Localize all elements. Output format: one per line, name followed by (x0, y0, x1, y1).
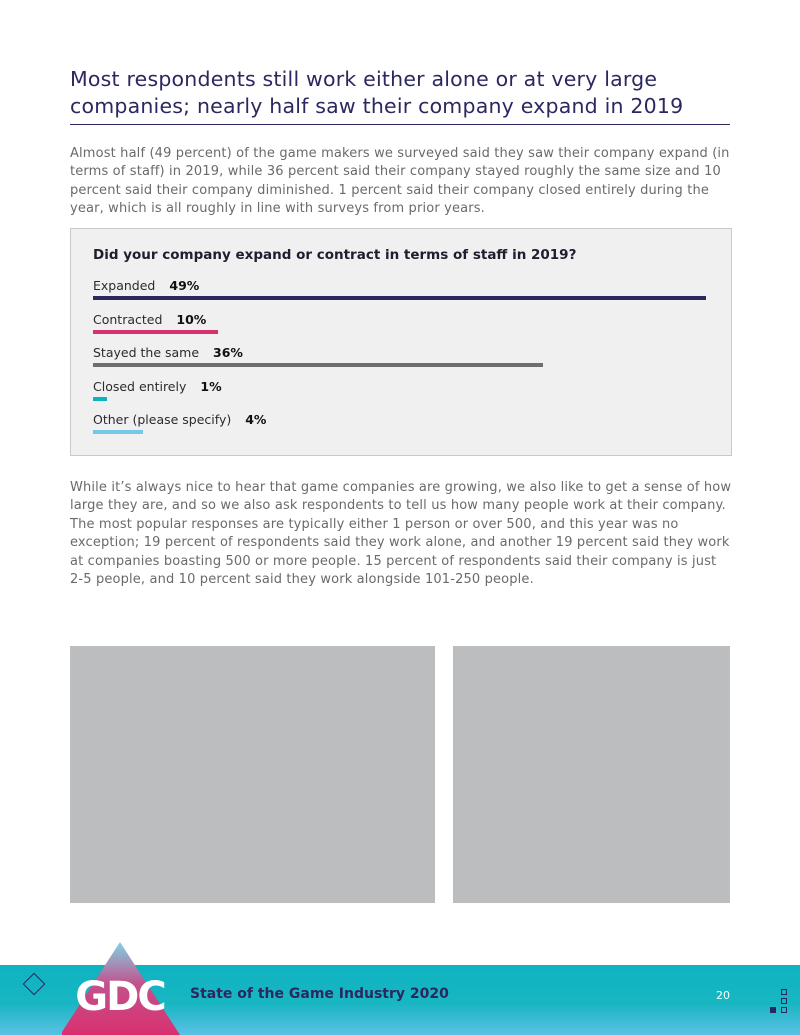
gdc-logo (62, 940, 186, 1035)
bar-mark (93, 296, 706, 300)
intro-paragraph: Almost half (49 percent) of the game makers we surveyed said they saw their company expand (in terms of staff) in 2019, while 36 percent said their company stayed roughly the same size and 10 percent said their company diminished. 1 percent said their company closed entirely during the year, which is all roughly in line with surveys from prior years. (70, 146, 730, 217)
chart-row (93, 411, 713, 441)
page-title-line-1: Most respondents still work either alone or at very large (70, 67, 658, 91)
chart-row (93, 344, 713, 374)
bar-mark (93, 330, 218, 334)
image-placeholder-right (453, 646, 730, 903)
title-divider (70, 124, 730, 125)
page-title (70, 66, 735, 120)
square-filled-icon (770, 1007, 776, 1013)
logo-text: GDC (75, 974, 165, 1020)
chart-row (93, 311, 713, 341)
chart-panel (70, 228, 732, 456)
page-number: 20 (716, 989, 730, 1002)
chart-row (93, 378, 713, 408)
bar-value-label: 36% (213, 345, 243, 360)
publication-title: State of the Game Industry 2020 (190, 986, 449, 1002)
bar-category-label: Stayed the same (93, 345, 200, 360)
image-placeholder-left (70, 646, 435, 903)
square-outline-icon (781, 998, 787, 1004)
bar-mark (93, 397, 107, 401)
chart-title: Did your company expand or contract in terms of staff in 2019? (93, 247, 577, 263)
bar-value-label: 4% (245, 412, 267, 427)
bar-category-label: Other (please specify) (93, 412, 232, 427)
chart-row (93, 277, 713, 307)
bar-category-label: Closed entirely (93, 378, 187, 394)
bar-category-label: Contracted (93, 311, 163, 327)
bar-value-label: 49% (169, 278, 200, 293)
page-title-line-2: companies; nearly half saw their company expand in 2019 (70, 94, 684, 118)
bar-category-label: Expanded (93, 278, 156, 293)
followup-paragraph: While it’s always nice to hear that game companies are growing, we also like to get a sense of how large they are, and so we also ask respondents to tell us how many people work at their company. The most popular responses are typically either 1 person or over 500, and this year was no exception; 19 percent of respondents said they work alone, and another 19 percent said they work at companies boasting 500 or more people. 15 percent of respondents said their company is just 2-5 people, and 10 percent said they work alongside 101-250 people. (70, 480, 732, 588)
square-outline-icon (781, 989, 787, 995)
bar-mark (93, 430, 143, 434)
bar-value-label: 10% (176, 311, 207, 327)
square-outline-icon (781, 1007, 787, 1013)
bar-mark (93, 363, 543, 367)
bar-value-label: 1% (200, 378, 222, 394)
